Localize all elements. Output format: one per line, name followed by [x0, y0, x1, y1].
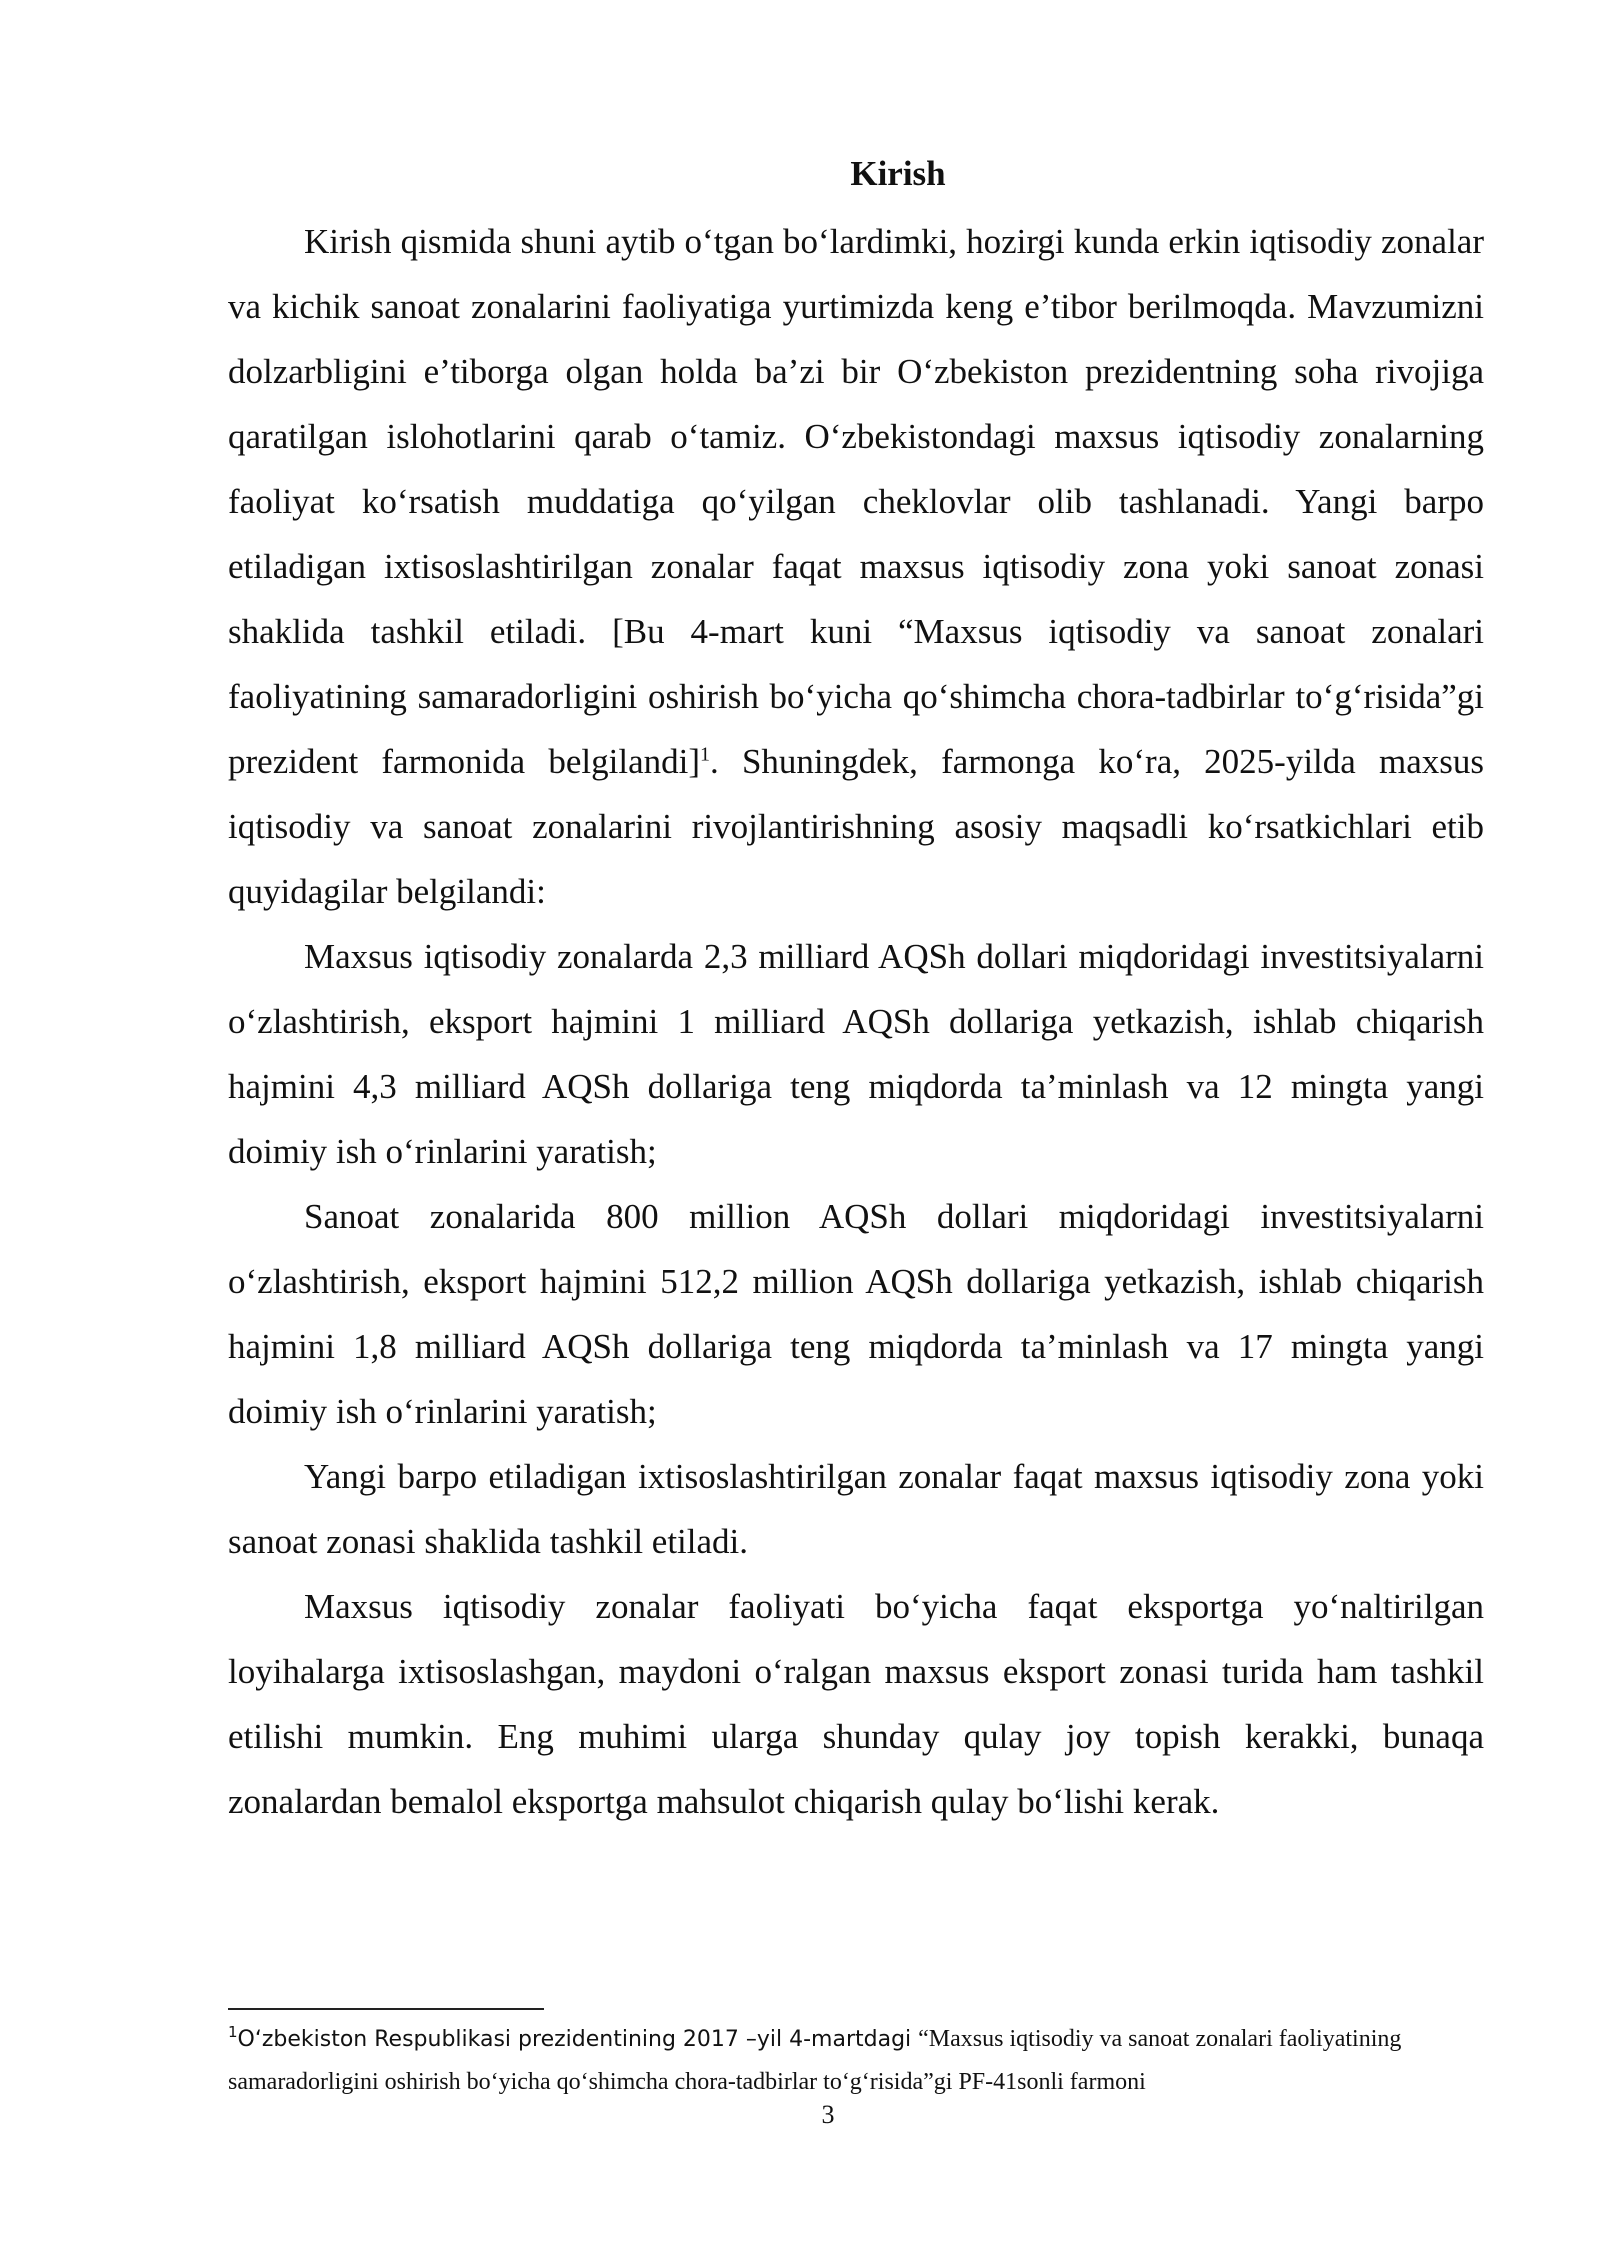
paragraph-special-zones-targets: Maxsus iqtisodiy zonalarda 2,3 milliard AQSh dollari miqdoridagi investitsiyalarni o‘zlashtirish, eksport hajmini 1 milliard AQSh dollariga yetkazish, ishlab chiqarish hajmini 4,3 milliard AQSh dollariga teng miqdorda ta’minlash va 12 mingta yangi doimiy ish o‘rinlarini yaratish; [228, 937, 1484, 1171]
paragraph-export-zones: Maxsus iqtisodiy zonalar faoliyati bo‘yicha faqat eksportga yo‘naltirilgan loyihalarga ixtisoslashgan, maydoni o‘ralgan maxsus eksport zonasi turida ham tashkil etilishi mumkin. Eng muhimi ularga shunday qulay joy topish kerakki, bunaqa zonalardan bemalol eksportga mahsulot chiqarish qulay bo‘lishi kerak. [228, 1587, 1484, 1821]
footnote-reference[interactable]: 1 [700, 743, 711, 766]
paragraph-industrial-zones-targets: Sanoat zonalarida 800 million AQSh dollari miqdoridagi investitsiyalarni o‘zlashtirish, eksport hajmini 512,2 million AQSh dollariga yetkazish, ishlab chiqarish hajmini 1,8 milliard AQSh dollariga teng miqdorda ta’minlash va 17 mingta yangi doimiy ish o‘rinlarini yaratish; [228, 1197, 1484, 1431]
footnote-separator [228, 2008, 544, 2010]
paragraph-new-zones: Yangi barpo etiladigan ixtisoslashtirilgan zonalar faqat maxsus iqtisodiy zona yoki sanoat zonasi shaklida tashkil etiladi. [228, 1457, 1484, 1561]
paragraph-intro-text-a: Kirish qismida shuni aytib o‘tgan bo‘lardimki, hozirgi kunda erkin iqtisodiy zonalar va kichik sanoat zonalarini faoliyatiga yurtimizda keng e’tibor berilmoqda. Mavzumizni dolzarbligini e’tiborga olgan holda ba’zi bir O‘zbekiston prezidentning soha rivojiga qaratilgan islohotlarini qarab o‘tamiz. O‘zbekistondagi maxsus iqtisodiy zonalarning faoliyat ko‘rsatish muddatiga qo‘yilgan cheklovlar olib tashlanadi. Yangi barpo etiladigan ixtisoslashtirilgan zonalar faqat maxsus iqtisodiy zona yoki sanoat zonasi shaklida tashkil etiladi. [Bu 4-mart kuni “Maxsus iqtisodiy va sanoat zonalari faoliyatining samaradorligini oshirish bo‘yicha qo‘shimcha chora-tadbirlar to‘g‘risida”gi prezident farmonida belgilandi] [228, 222, 1484, 781]
paragraph-intro-text-b: . Shuningdek, farmonga ko‘ra, 2025-yilda maxsus iqtisodiy va sanoat zonalarini rivojlantirishning asosiy maqsadli ko‘rsatkichlari etib quyidagilar belgilandi: [228, 742, 1484, 911]
body-text [228, 209, 1484, 1834]
footnote-text-serif: “Maxsus iqtisodiy va sanoat zonalari faoliyatining samaradorligini oshirish bo‘yicha qo‘shimcha chora-tadbirlar to‘g‘risida”gi PF-41sonli farmoni [228, 2026, 1402, 2095]
footnote-text-sans: O‘zbekiston Respublikasi prezidentining 2017 –yil 4-martdagi [237, 2027, 919, 2052]
paragraph-intro [228, 209, 1484, 924]
page-title: Kirish [850, 154, 946, 193]
footnote-marker: 1 [228, 2023, 238, 2041]
footnote [228, 2018, 1484, 2103]
page-number: 3 [821, 2100, 835, 2129]
